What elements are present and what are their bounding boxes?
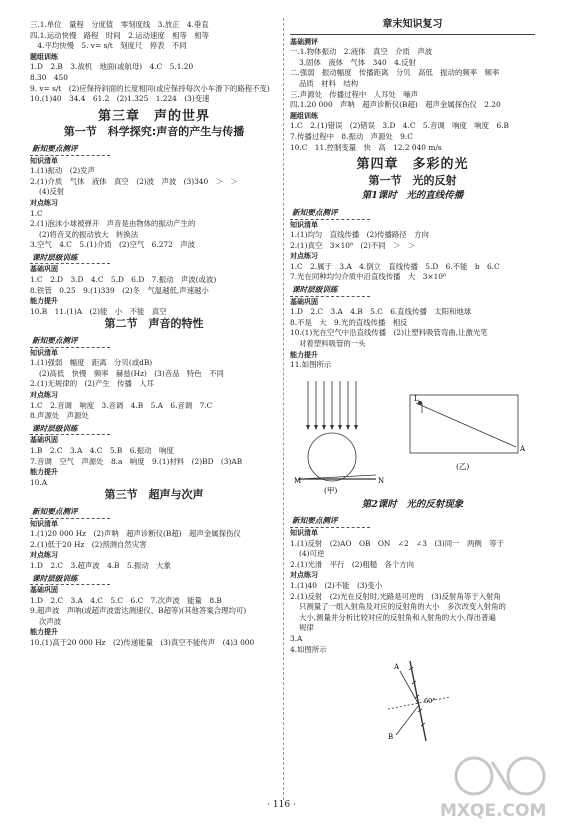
- answer-line-indent: 对着塑料吸管的一头: [299, 339, 366, 349]
- answer-line: 1.C 2.D 3.D 4.C 5.D 6.D 7.振动 声波(或波): [30, 275, 217, 285]
- answer-line: 2.(1)泡沫小球被弹开 声音是由物体的振动产生的: [30, 219, 196, 229]
- section-title: 第一节 光的反射: [368, 173, 457, 187]
- fig2-label-b: B: [388, 733, 394, 742]
- left-column: [30, 20, 278, 649]
- answer-line: 2.(1)真空 3×10⁸ (2)不同 ＞ ＞: [290, 240, 416, 250]
- subsection-label: 基础巩固: [290, 297, 318, 306]
- subsection-label: 知识清单: [290, 529, 318, 537]
- answer-line: 2.(1)介质 气体 液体 真空 (2)波 声波 (3)340 ＞ ＞: [30, 176, 238, 186]
- answer-line: 四.1.运动快慢 路程 时间 2.运动速度 相等 相等: [30, 30, 210, 40]
- answer-line: 9.超声波 声呐(或超声波雷达测速仪、B超等)(其他答案合理均可): [30, 606, 247, 616]
- figure-11-drawing: [290, 373, 535, 495]
- fig1-caption-right: (乙): [456, 461, 470, 471]
- answer-line-indent: 品质 材料 结构: [299, 78, 359, 88]
- subsection-label: 能力提升: [30, 468, 58, 477]
- subsection-label: 能力提升: [30, 628, 58, 637]
- subsection-label: 基础巩固: [30, 436, 58, 445]
- answer-line: 1.(1)振动 (2)发声: [30, 166, 95, 176]
- subsection-label: 知识清单: [30, 348, 58, 357]
- answer-line: 4.平均快慢 5. v= s/t 刻度尺 停表 不同: [30, 41, 187, 51]
- subsection-label: 题组训练: [30, 52, 58, 61]
- answer-line-indent: (4)反射: [39, 187, 65, 197]
- right-bottom-block: [290, 500, 535, 655]
- subsection-label: 能力提升: [30, 297, 58, 306]
- answer-line: 2.(1)低于20 Hz (2)预测自然灾害: [30, 539, 147, 549]
- answer-line: 10.B 11.(1)A (2)能 小 不能 真空: [30, 306, 167, 316]
- answer-line: 四.1.20 000 声呐 超声诊断仪(B超) 超声金属探伤仪 2.20: [290, 100, 501, 110]
- answer-line: 2.(1)无规律的 (2)产生 传播 人耳: [30, 379, 155, 389]
- answer-line: 1.B 2.C 3.A 4.C 5.B 6.振动 响度: [30, 445, 174, 455]
- answer-line-indent: 大小,测量并分析比较对应的反射角和入射角的大小,得出普遍: [299, 612, 496, 622]
- band-heading-row: [30, 334, 278, 348]
- answer-line: 10.(1)光在空气中沿直线传播 (2)让塑料吸管弯曲,让激光笔: [290, 328, 488, 338]
- answer-line: 10.(1)高于20 000 Hz (2)传递能量 (3)真空不能传声 (4)3 000: [30, 638, 255, 648]
- subsection-label: 题组训练: [290, 111, 318, 120]
- figure-shadow-experiment: [290, 373, 535, 495]
- band-heading: 新知要点测评: [32, 143, 78, 153]
- fig2-label-a: A: [394, 663, 400, 672]
- band-heading-row: [290, 514, 535, 528]
- answer-line: 二.强弱 振动幅度 传播距离 分贝 高低 振动的频率 频率: [290, 68, 500, 78]
- answer-line: 一.1.物体振动 2.液体 真空 介质 声波: [290, 47, 433, 57]
- band-heading: 课时层级训练: [32, 573, 78, 583]
- column-divider: [283, 18, 284, 800]
- subsection-label: 对点练习: [290, 252, 318, 261]
- page-number: · 116 ·: [267, 800, 296, 810]
- band-heading-row: [30, 251, 278, 265]
- fig1-label-l: L: [414, 394, 419, 403]
- chapter-title: 第四章 多彩的光: [356, 157, 469, 173]
- answer-line-indent: 次声波: [39, 616, 62, 626]
- subsection-label: 对点练习: [290, 571, 318, 580]
- answer-line: 1.(1)均匀 直线传播 (2)传播路径 方向: [290, 230, 429, 240]
- band-heading: 新知要点测评: [292, 207, 338, 217]
- fig1-caption-left: (甲): [324, 485, 338, 495]
- answer-line: 1.(1)40 (2)不能 (3)变小: [290, 580, 383, 590]
- subsection-label: 对点练习: [30, 391, 58, 399]
- answer-line: 三.1.单位 量程 分度值 零刻度线 3.放正 4.垂直: [30, 20, 209, 29]
- answer-line: 10.C 11.控制变量 快 高 12.2 040 m/s: [290, 142, 442, 152]
- answer-line: 三.声源处 传播过程中 人耳处 噪声: [290, 89, 426, 99]
- answer-line: 8.30 450: [30, 72, 68, 82]
- answer-line-indent: 只测量了一组入射角及对应的反射角的大小 多次改变入射角的: [299, 602, 506, 612]
- band-heading: 课时层级训练: [32, 423, 78, 433]
- answer-line: 8.铁管 0.25 9.(1)339 (2)冬 气温越低,声速越小: [30, 285, 209, 295]
- band-heading: 新知要点测评: [32, 336, 78, 346]
- chapter-title: 第三章 声的世界: [97, 108, 210, 124]
- figure-4-drawing: [290, 657, 535, 743]
- right-top-block: [290, 20, 535, 371]
- answer-line: 1.D 2.C 3.A 4.C 5.C 6.C 7.次声波 能量 8.B: [30, 595, 222, 605]
- answer-line: 9. v= s/t (2)应保持斜面的长度相同(或应保持每次小车滑下的路程不变): [30, 83, 270, 93]
- subsection-label: 对点练习: [30, 198, 58, 207]
- subsection-label: 对点练习: [30, 551, 58, 560]
- band-heading-row: [30, 142, 278, 156]
- right-column: [290, 20, 535, 745]
- answer-line-indent: (4)可逆: [299, 549, 325, 559]
- answer-line: 1.(1)反射 (2)AO OB ON ∠2 ∠3 (3)同一 两侧 等于: [290, 538, 504, 548]
- subsection-label: 基础巩固: [30, 586, 58, 595]
- section-title: 第一节 科学探究:声音的产生与传播: [63, 125, 245, 139]
- band-heading-row: [30, 505, 278, 519]
- answer-line: 3.空气 4.C 5.(1)介质 (2)空气 6.272 声波: [30, 240, 195, 250]
- svg-text:MXQE.COM: MXQE.COM: [440, 801, 547, 821]
- band-heading-row: [290, 206, 535, 220]
- subsection-label: 能力提升: [290, 350, 318, 359]
- answer-line-indent: 3.固体 液体 气体 340 4.反射: [299, 57, 416, 67]
- review-title: 章末知识复习: [290, 20, 535, 35]
- answer-line: 4.如图所示: [290, 644, 327, 654]
- answer-line: 7.传播过程中 8.振动 声源处 9.C: [290, 131, 413, 141]
- subsection-label: 知识清单: [290, 220, 318, 229]
- answer-line: 1.C 2.属于 3.A 4.倒立 直线传播 5.D 6.不能 b 6.C: [290, 261, 500, 271]
- fig2-label-angle: 60°: [424, 697, 436, 706]
- answer-line-indent: (2)高低 快慢 频率 赫兹(Hz) (3)音品 特色 不同: [39, 368, 224, 378]
- fig1-label-m: M: [294, 476, 302, 485]
- band-heading-row: [290, 283, 535, 297]
- answer-line: 7.音调 空气 声源处 8.a 响度 9.(1)材料 (2)BD (3)AB: [30, 456, 243, 466]
- answer-line: 7.光在同种均匀介质中沿直线传播 大 3×10⁸: [290, 272, 446, 282]
- answer-line: 2.(1)反射 (2)光在反射时,光路是可逆的 (3)反射角等于入射角: [290, 591, 501, 601]
- band-heading: 新知要点测评: [32, 506, 78, 516]
- lesson-title: 第2课时 光的反射现象: [361, 498, 464, 510]
- section-title: 第三节 超声与次声: [104, 488, 204, 502]
- answer-line: 8.声源处 声源处: [30, 411, 89, 421]
- subsection-label: 知识清单: [30, 519, 58, 528]
- answer-line: 1.C 2.(1)错误 (2)错误 3.D 4.C 5.音调 响度 响度 6.B: [290, 121, 509, 131]
- answer-line: 10.A: [30, 477, 48, 487]
- answer-line-indent: (2)将音叉的振动放大 转换法: [39, 229, 139, 239]
- subsection-label: 基础测评: [290, 37, 318, 46]
- section-title: 第二节 声音的特性: [104, 317, 204, 331]
- answer-line: 1.C: [30, 208, 43, 218]
- subsection-label: 知识清单: [30, 156, 58, 165]
- answer-line: 3.A: [290, 633, 303, 643]
- fig1-label-n: N: [378, 476, 385, 485]
- band-heading: 课时层级训练: [32, 252, 78, 262]
- answer-line: 1.D 2.C 3.超声波 4.B 5.振动 大象: [30, 560, 171, 570]
- band-heading-row: [30, 572, 278, 586]
- band-heading: 新知要点测评: [292, 516, 338, 526]
- subsection-label: 基础巩固: [30, 265, 58, 274]
- answer-line: 10.(1)40 34.4 61.2 (2)1.325 1.224 (3)变速: [30, 94, 210, 104]
- answer-line: 11.如图所示: [290, 360, 332, 370]
- answer-line: 8.不是 大 9.光的直线传播 相反: [290, 317, 408, 327]
- fig1-label-a: A: [520, 444, 526, 453]
- answer-line: 2.(1)光滑 平行 (2)粗糙 各个方向: [290, 559, 415, 569]
- answer-line: 1.D 2.C 3.A 4.B 5.C 6.直线传播 太阳和地球: [290, 307, 472, 317]
- answer-line: 1.(1)强弱 幅度 距离 分贝(或dB): [30, 358, 153, 368]
- lesson-title: 第1课时 光的直线传播: [361, 190, 464, 202]
- figure-reflection: [290, 657, 535, 743]
- answer-line-indent: 规律: [299, 623, 314, 633]
- answer-line: 1.C 2.音调 响度 3.音调 4.B 5.A 6.音调 7.C: [30, 400, 213, 410]
- band-heading-row: [30, 422, 278, 436]
- answer-line: 1.(1)20 000 Hz (2)声呐 超声诊断仪(B超) 超声金属探伤仪: [30, 529, 241, 539]
- band-heading: 课时层级训练: [292, 285, 338, 295]
- watermark-logo: [434, 752, 556, 822]
- answer-line: 1.D 2.B 3.战机 地面(或航母) 4.C 5.1.20: [30, 62, 194, 72]
